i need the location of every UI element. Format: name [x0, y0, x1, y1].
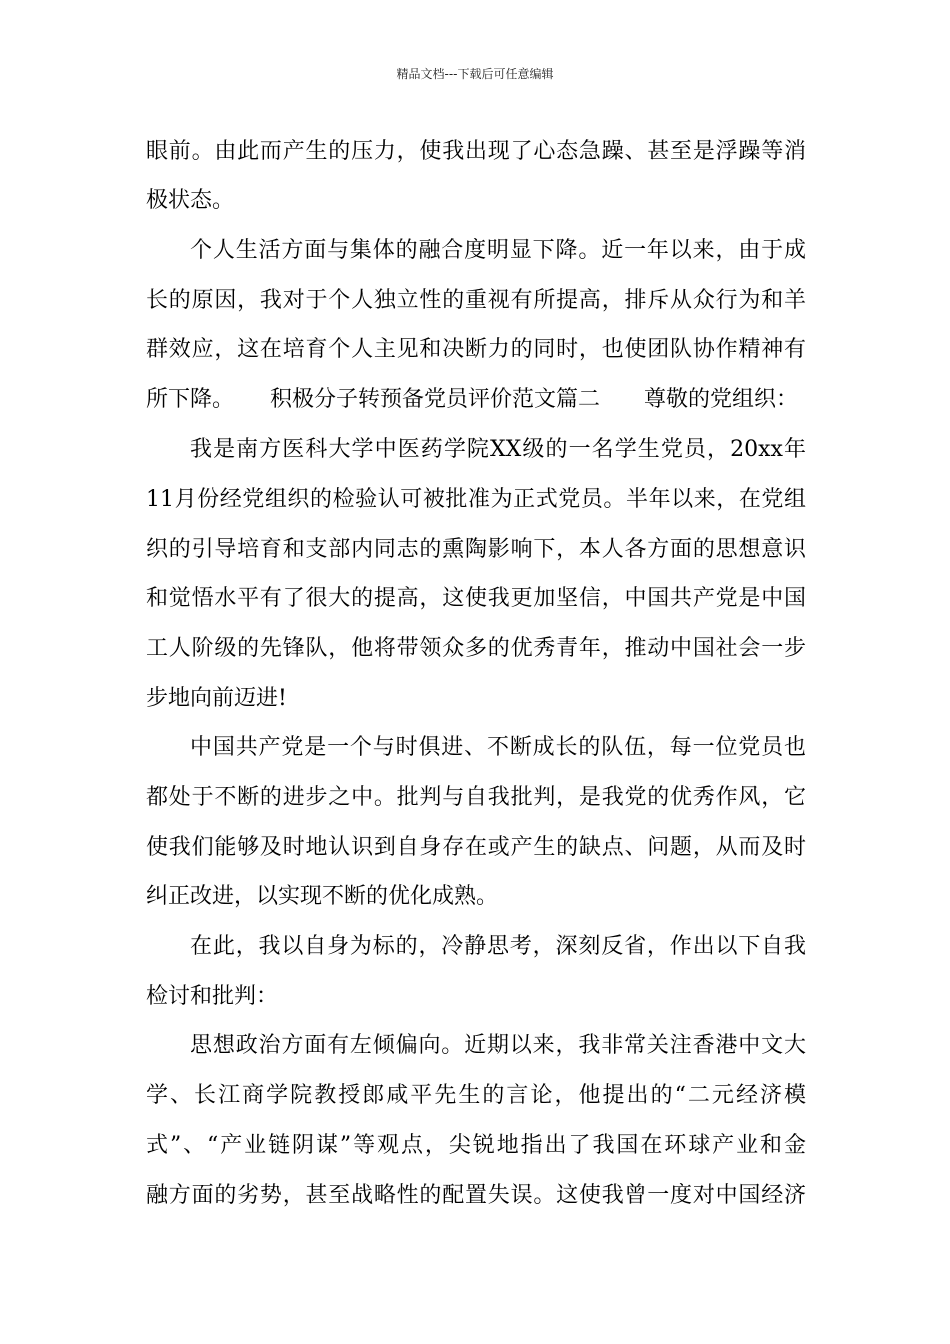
section-heading: 积极分子转预备党员评价范文篇二	[270, 387, 601, 412]
text-segment: 所下降。	[146, 387, 235, 412]
text-line: 和觉悟水平有了很大的提高，这使我更加坚信，中国共产党是中国	[146, 586, 806, 611]
text-line: 学、长江商学院教授郎咸平先生的言论，他提出的“二元经济模	[146, 1083, 806, 1108]
text-line: 思想政治方面有左倾偏向。近期以来，我非常关注香港中文大	[190, 1033, 806, 1058]
text-line: 织的引导培育和支部内同志的熏陶影响下，本人各方面的思想意识	[146, 537, 806, 562]
text-line: 都处于不断的进步之中。批判与自我批判，是我党的优秀作风，它	[146, 785, 806, 810]
text-line: 长的原因，我对于个人独立性的重视有所提高，排斥从众行为和羊	[146, 288, 806, 313]
text-line: 群效应，这在培育个人主见和决断力的同时，也使团队协作精神有	[146, 337, 806, 362]
text-line: 纠正改进，以实现不断的优化成熟。	[146, 884, 499, 909]
text-line: 眼前。由此而产生的压力，使我出现了心态急躁、甚至是浮躁等消	[146, 139, 806, 164]
text-line: 极状态。	[146, 188, 235, 213]
text-line: 步地向前迈进!	[146, 686, 287, 711]
text-line: 我是南方医科大学中医药学院XX级的一名学生党员，20xx年	[190, 437, 806, 462]
text-line: 个人生活方面与集体的融合度明显下降。近一年以来，由于成	[190, 238, 806, 263]
text-line-mixed	[146, 387, 806, 413]
text-line: 式”、“产业链阴谋”等观点，尖锐地指出了我国在环球产业和金	[146, 1133, 806, 1158]
page-header: 精品文档---下载后可任意编辑	[396, 67, 554, 81]
text-line: 中国共产党是一个与时俱进、不断成长的队伍，每一位党员也	[190, 735, 806, 760]
text-line: 在此，我以自身为标的，冷静思考，深刻反省，作出以下自我	[190, 934, 806, 959]
text-line: 使我们能够及时地认识到自身存在或产生的缺点、问题，从而及时	[146, 835, 806, 860]
text-line: 融方面的劣势，甚至战略性的配置失误。这使我曾一度对中国经济	[146, 1183, 806, 1208]
text-line: 检讨和批判：	[146, 984, 279, 1009]
text-line: 11月份经党组织的检验认可被批准为正式党员。半年以来，在党组	[146, 487, 806, 512]
salutation: 尊敬的党组织：	[644, 387, 799, 412]
text-line: 工人阶级的先锋队，他将带领众多的优秀青年，推动中国社会一步	[146, 636, 806, 661]
